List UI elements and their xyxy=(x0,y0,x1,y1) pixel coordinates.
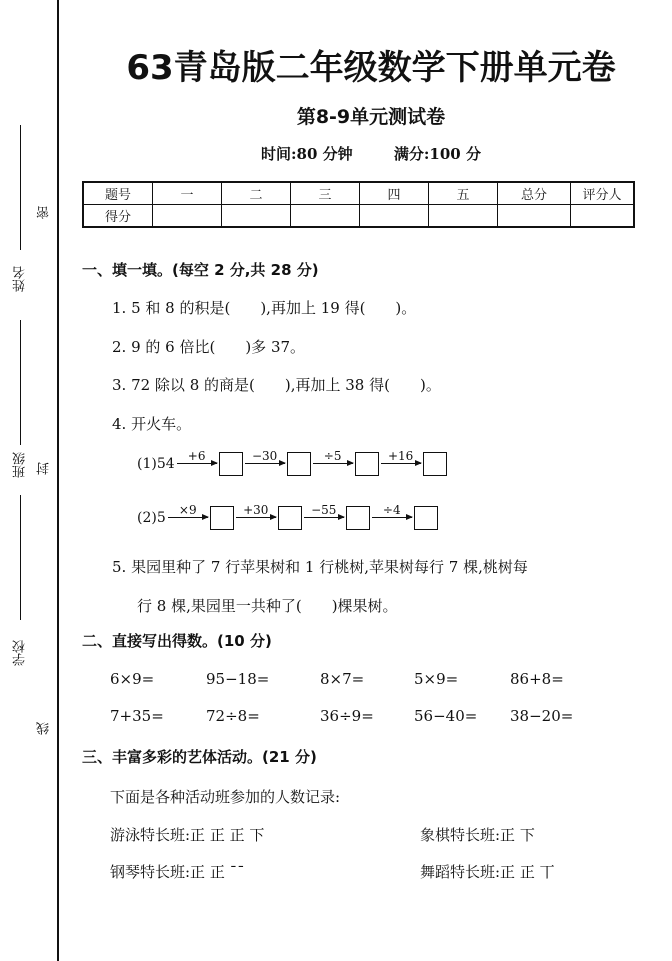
score-table-score-row xyxy=(83,205,634,228)
binding-border-line xyxy=(57,0,59,961)
class-label: 班级 xyxy=(13,452,28,478)
score-input-cell[interactable] xyxy=(571,205,635,228)
table-cell: 四 xyxy=(360,182,429,205)
question-1-3: 3. 72 除以 8 的商是( ),再加上 38 得( )。 xyxy=(112,376,441,394)
train-arrow xyxy=(381,450,421,477)
tally-piano: 钢琴特长班:正 正 ˉˉ xyxy=(110,863,245,881)
score-table-header-row xyxy=(83,182,634,205)
train-op: +16 xyxy=(387,449,414,463)
calc-item: 38−20= xyxy=(510,707,574,725)
train-op: ÷4 xyxy=(382,503,401,517)
train-arrow xyxy=(313,450,353,477)
train-arrow xyxy=(236,504,276,531)
question-1-1: 1. 5 和 8 的积是( ),再加上 19 得( )。 xyxy=(112,299,417,317)
answer-box[interactable] xyxy=(414,506,438,530)
score-input-cell[interactable] xyxy=(222,205,291,228)
answer-box[interactable] xyxy=(346,506,370,530)
exam-time: 时间:80 分钟 xyxy=(261,145,353,163)
calc-item: 6×9= xyxy=(110,670,155,688)
section-3-intro: 下面是各种活动班参加的人数记录: xyxy=(110,788,341,806)
exam-full-score: 满分:100 分 xyxy=(393,145,481,163)
calc-item: 8×7= xyxy=(320,670,365,688)
train-op: +6 xyxy=(187,449,206,463)
class-underline xyxy=(20,320,21,445)
calc-item: 36÷9= xyxy=(320,707,374,725)
name-label: 姓名 xyxy=(13,266,28,292)
tally-dance: 舞蹈特长班:正 正 丅 xyxy=(420,863,555,881)
exam-info xyxy=(70,143,672,164)
train-op: −55 xyxy=(311,503,337,517)
answer-box[interactable] xyxy=(355,452,379,476)
name-underline xyxy=(20,125,21,250)
train-op: ÷5 xyxy=(323,449,342,463)
seal-mi-label: 密 xyxy=(37,206,52,219)
calc-item: 86+8= xyxy=(510,670,564,688)
score-input-cell[interactable] xyxy=(153,205,222,228)
tally-chess: 象棋特长班:正 下 xyxy=(420,826,535,844)
calc-item: 72÷8= xyxy=(206,707,260,725)
calc-item: 5×9= xyxy=(414,670,459,688)
train-arrow xyxy=(177,450,217,477)
train-arrow xyxy=(168,504,208,531)
table-cell: 三 xyxy=(291,182,360,205)
train-arrow xyxy=(245,450,285,477)
school-underline xyxy=(20,495,21,620)
train-arrow xyxy=(304,504,344,531)
table-cell: 总分 xyxy=(498,182,571,205)
section-3-heading: 三、丰富多彩的艺体活动。(21 分) xyxy=(82,748,317,766)
train-2-start: (2)5 xyxy=(137,509,166,526)
calc-item: 7+35= xyxy=(110,707,164,725)
score-table xyxy=(82,181,635,228)
answer-box[interactable] xyxy=(210,506,234,530)
table-cell: 二 xyxy=(222,182,291,205)
calc-item: 56−40= xyxy=(414,707,478,725)
train-1-start: (1)54 xyxy=(137,455,175,472)
tally-swimming: 游泳特长班:正 正 正 下 xyxy=(110,826,265,844)
section-2-heading: 二、直接写出得数。(10 分) xyxy=(82,632,272,650)
train-2 xyxy=(137,504,438,531)
school-label: 学校 xyxy=(13,640,28,666)
train-1 xyxy=(137,450,447,477)
section-1-heading: 一、填一填。(每空 2 分,共 28 分) xyxy=(82,261,319,279)
train-op: +30 xyxy=(243,503,269,517)
answer-box[interactable] xyxy=(287,452,311,476)
answer-box[interactable] xyxy=(423,452,447,476)
calc-item: 95−18= xyxy=(206,670,270,688)
score-input-cell[interactable] xyxy=(360,205,429,228)
table-cell: 评分人 xyxy=(571,182,635,205)
table-cell: 题号 xyxy=(83,182,153,205)
table-cell: 一 xyxy=(153,182,222,205)
page-subtitle: 第8-9单元测试卷 xyxy=(296,106,446,128)
score-input-cell[interactable] xyxy=(498,205,571,228)
train-op: −30 xyxy=(251,449,278,463)
table-cell: 得分 xyxy=(83,205,153,228)
score-input-cell[interactable] xyxy=(429,205,498,228)
answer-box[interactable] xyxy=(278,506,302,530)
page-title: 63青岛版二年级数学下册单元卷 xyxy=(126,48,616,88)
question-1-2: 2. 9 的 6 倍比( )多 37。 xyxy=(112,338,306,356)
train-op: ×9 xyxy=(178,503,197,517)
table-cell: 五 xyxy=(429,182,498,205)
question-1-4: 4. 开火车。 xyxy=(112,415,192,433)
train-arrow xyxy=(372,504,412,531)
seal-feng-label: 封 xyxy=(37,462,52,475)
score-input-cell[interactable] xyxy=(291,205,360,228)
question-1-5-line-2: 行 8 棵,果园里一共种了( )棵果树。 xyxy=(137,597,398,615)
answer-box[interactable] xyxy=(219,452,243,476)
seal-xian-label: 线 xyxy=(37,722,52,735)
question-1-5-line-1: 5. 果园里种了 7 行苹果树和 1 行桃树,苹果树每行 7 棵,桃树每 xyxy=(112,558,528,576)
